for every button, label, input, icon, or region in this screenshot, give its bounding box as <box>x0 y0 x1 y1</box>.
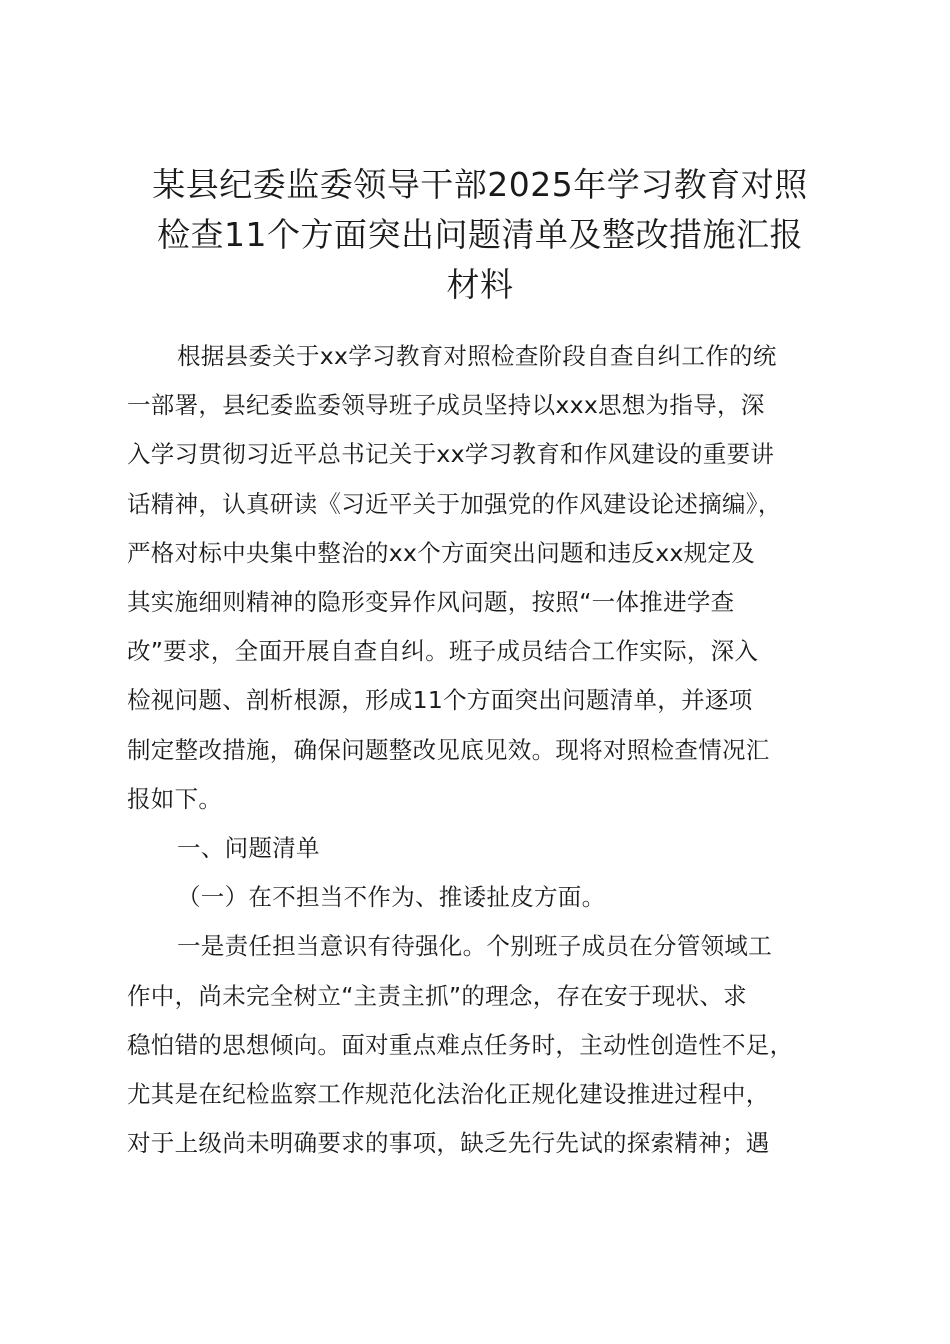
paragraph-line: 严格对标中央集中整治的xx个方面突出问题和违反xx规定及 <box>127 538 756 567</box>
paragraph-line: 改”要求，全面开展自查自纠。班子成员结合工作实际，深入 <box>127 637 759 666</box>
title-line: 检查11个方面突出问题清单及整改措施汇报 <box>157 215 803 254</box>
paragraph-line: 报如下。 <box>127 784 223 813</box>
paragraph-line: 尤其是在纪检监察工作规范化法治化正规化建设推进过程中， <box>127 1080 770 1109</box>
paragraph-line: 检视问题、剖析根源，形成11个方面突出问题清单，并逐项 <box>127 686 753 715</box>
paragraph-line: 作中，尚未完全树立“主责主抓”的理念，存在安于现状、求 <box>127 981 747 1010</box>
paragraph-line: 一是责任担当意识有待强化。个别班子成员在分管领域工 <box>177 932 772 961</box>
point-one-paragraph <box>127 922 862 1168</box>
title-line: 某县纪委监委领导干部2025年学习教育对照 <box>152 165 808 204</box>
document-body <box>127 332 862 1168</box>
paragraph-line: 稳怕错的思想倾向。面对重点难点任务时，主动性创造性不足， <box>127 1030 794 1059</box>
document-title <box>110 160 850 310</box>
paragraph-line: 根据县委关于xx学习教育对照检查阶段自查自纠工作的统 <box>177 342 777 370</box>
paragraph-line: 一部署，县纪委监委领导班子成员坚持以xxx思想为指导，深 <box>127 391 765 420</box>
intro-paragraph <box>127 332 862 824</box>
subsection-heading: （一）在不担当不作为、推诿扯皮方面。 <box>177 883 606 912</box>
title-line: 材料 <box>446 265 514 304</box>
paragraph-line: 入学习贯彻习近平总书记关于xx学习教育和作风建设的重要讲 <box>127 440 775 469</box>
paragraph-line: 制定整改措施，确保问题整改见底见效。现将对照检查情况汇 <box>127 735 770 764</box>
paragraph-line: 其实施细则精神的隐形变异作风问题，按照“一体推进学查 <box>127 588 735 617</box>
paragraph-line: 对于上级尚未明确要求的事项，缺乏先行先试的探索精神；遇 <box>127 1129 770 1158</box>
paragraph-line: 话精神，认真研读《习近平关于加强党的作风建设论述摘编》， <box>127 489 782 518</box>
section-heading: 一、问题清单 <box>177 834 320 863</box>
